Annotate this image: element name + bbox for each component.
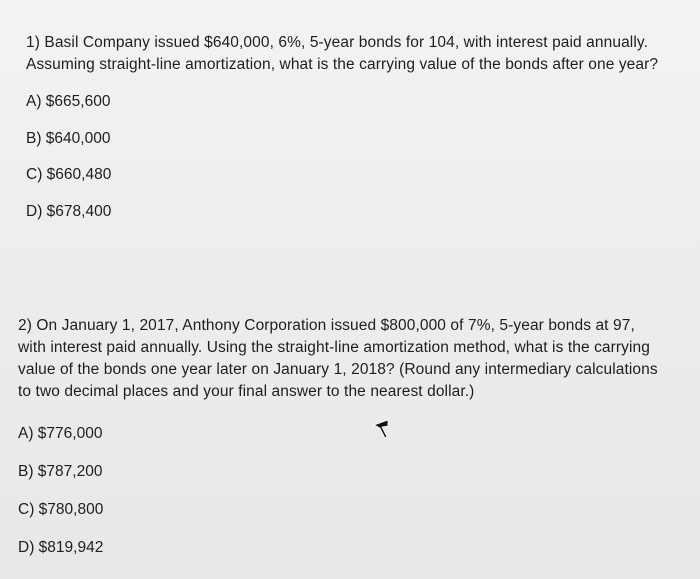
question-2-line-2: with interest paid annually. Using the straight-line amortization method, what is the carrying [18, 339, 651, 356]
question-2-options [18, 423, 693, 559]
question-1-text [26, 32, 686, 76]
question-1 [26, 32, 686, 237]
question-1-option-a[interactable]: A) $665,600 [26, 93, 111, 110]
question-2-line-4: to two decimal places and your final answer to the nearest dollar.) [18, 383, 475, 400]
question-1-options [26, 91, 686, 223]
question-2-option-d[interactable]: D) $819,942 [18, 539, 104, 556]
question-2-option-c[interactable]: C) $780,800 [18, 501, 104, 518]
question-2-line-1: 2) On January 1, 2017, Anthony Corporation issued $800,000 of 7%, 5-year bonds at 97, [18, 317, 635, 334]
question-1-option-d[interactable]: D) $678,400 [26, 202, 112, 220]
question-2-option-b[interactable]: B) $787,200 [18, 463, 103, 480]
question-2-line-3: value of the bonds one year later on January 1, 2018? (Round any intermediary calculations [18, 361, 658, 378]
question-2-text [18, 315, 693, 403]
question-1-line-1: 1) Basil Company issued $640,000, 6%, 5-year bonds for 104, with interest paid annually. [26, 34, 648, 51]
question-2 [18, 315, 693, 575]
question-1-line-2: Assuming straight-line amortization, what is the carrying value of the bonds after one year? [26, 56, 659, 73]
question-1-option-b[interactable]: B) $640,000 [26, 129, 111, 147]
mouse-pointer-icon [372, 418, 390, 440]
question-1-option-c[interactable]: C) $660,480 [26, 166, 112, 183]
question-2-option-a[interactable]: A) $776,000 [18, 425, 103, 442]
